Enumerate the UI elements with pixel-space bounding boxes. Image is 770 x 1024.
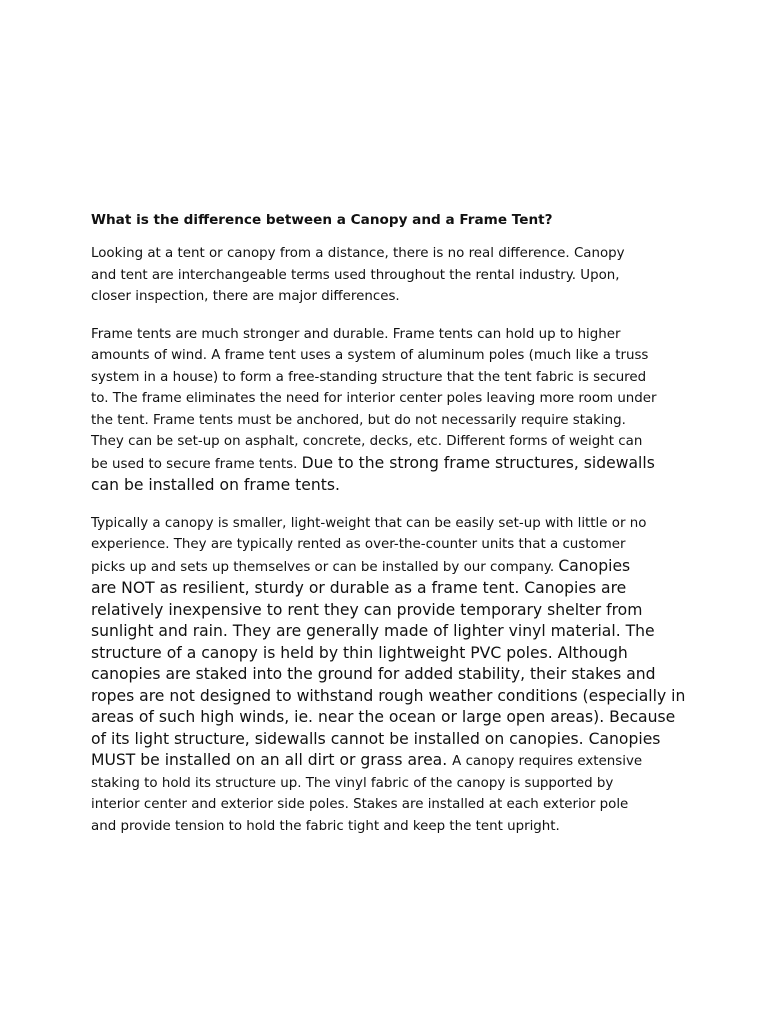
paragraph-line: sunlight and rain. They are generally made of lighter vinyl material. The [91,622,655,640]
paragraph-line: Looking at a tent or canopy from a distance, there is no real difference. Canopy [91,246,625,261]
paragraph-line: of its light structure, sidewalls cannot be installed on canopies. Canopies [91,729,661,748]
paragraph-line: to. The frame eliminates the need for interior center poles leaving more room under [91,391,657,406]
paragraph-line: and tent are interchangeable terms used throughout the rental industry. Upon, [91,267,620,283]
small-text-run: picks up and sets up themselves or can be installed by our company. [91,559,559,575]
paragraph-mixed-line [91,750,691,773]
paragraph-line: They can be set-up on asphalt, concrete, decks, etc. Different forms of weight can [91,434,643,449]
paragraph-line: Frame tents are much stronger and durable. Frame tents can hold up to higher [91,326,621,342]
paragraph-line: areas of such high winds, ie. near the ocean or large open areas). Because [91,708,676,726]
paragraph-line: and provide tension to hold the fabric tight and keep the tent upright. [91,818,560,834]
paragraph-line: relatively inexpensive to rent they can provide temporary shelter from [91,600,643,619]
paragraph-line: are NOT as resilient, sturdy or durable as a frame tent. Canopies are [91,579,627,597]
paragraph-line: interior center and exterior side poles. Stakes are installed at each exterior pole [91,797,629,812]
paragraph-canopies [91,513,691,838]
large-text-run: MUST be installed on an all dirt or grass area. [91,751,453,769]
paragraph-line: ropes are not designed to withstand rough weather conditions (especially in [91,686,686,705]
paragraph-line: experience. They are typically rented as over-the-counter units that a customer [91,537,626,552]
paragraph-line: Typically a canopy is smaller, light-weight that can be easily set-up with little or no [91,515,647,531]
document-page [91,210,691,837]
small-text-run: be used to secure frame tents. [91,456,302,472]
paragraph-line: amounts of wind. A frame tent uses a system of aluminum poles (much like a truss [91,348,649,363]
large-text-run: Canopies [558,556,631,575]
paragraph-intro [91,243,691,308]
small-text-run: A canopy requires extensive [452,754,643,769]
paragraph-line: can be installed on frame tents. [91,476,340,494]
paragraph-mixed-line [91,556,691,579]
paragraph-line: closer inspection, there are major differences. [91,289,400,304]
paragraph-mixed-line [91,453,691,476]
large-text-run: Due to the strong frame structures, sidewalls [301,453,655,472]
paragraph-line: structure of a canopy is held by thin lightweight PVC poles. Although [91,643,628,662]
paragraph-line: the tent. Frame tents must be anchored, but do not necessarily require staking. [91,412,626,428]
paragraph-line: staking to hold its structure up. The vinyl fabric of the canopy is supported by [91,775,614,791]
paragraph-frame-tents [91,324,691,497]
paragraph-line: canopies are staked into the ground for added stability, their stakes and [91,665,656,683]
paragraph-line: system in a house) to form a free-standing structure that the tent fabric is secured [91,369,647,385]
document-heading: What is the difference between a Canopy and a Frame Tent? [91,212,553,228]
